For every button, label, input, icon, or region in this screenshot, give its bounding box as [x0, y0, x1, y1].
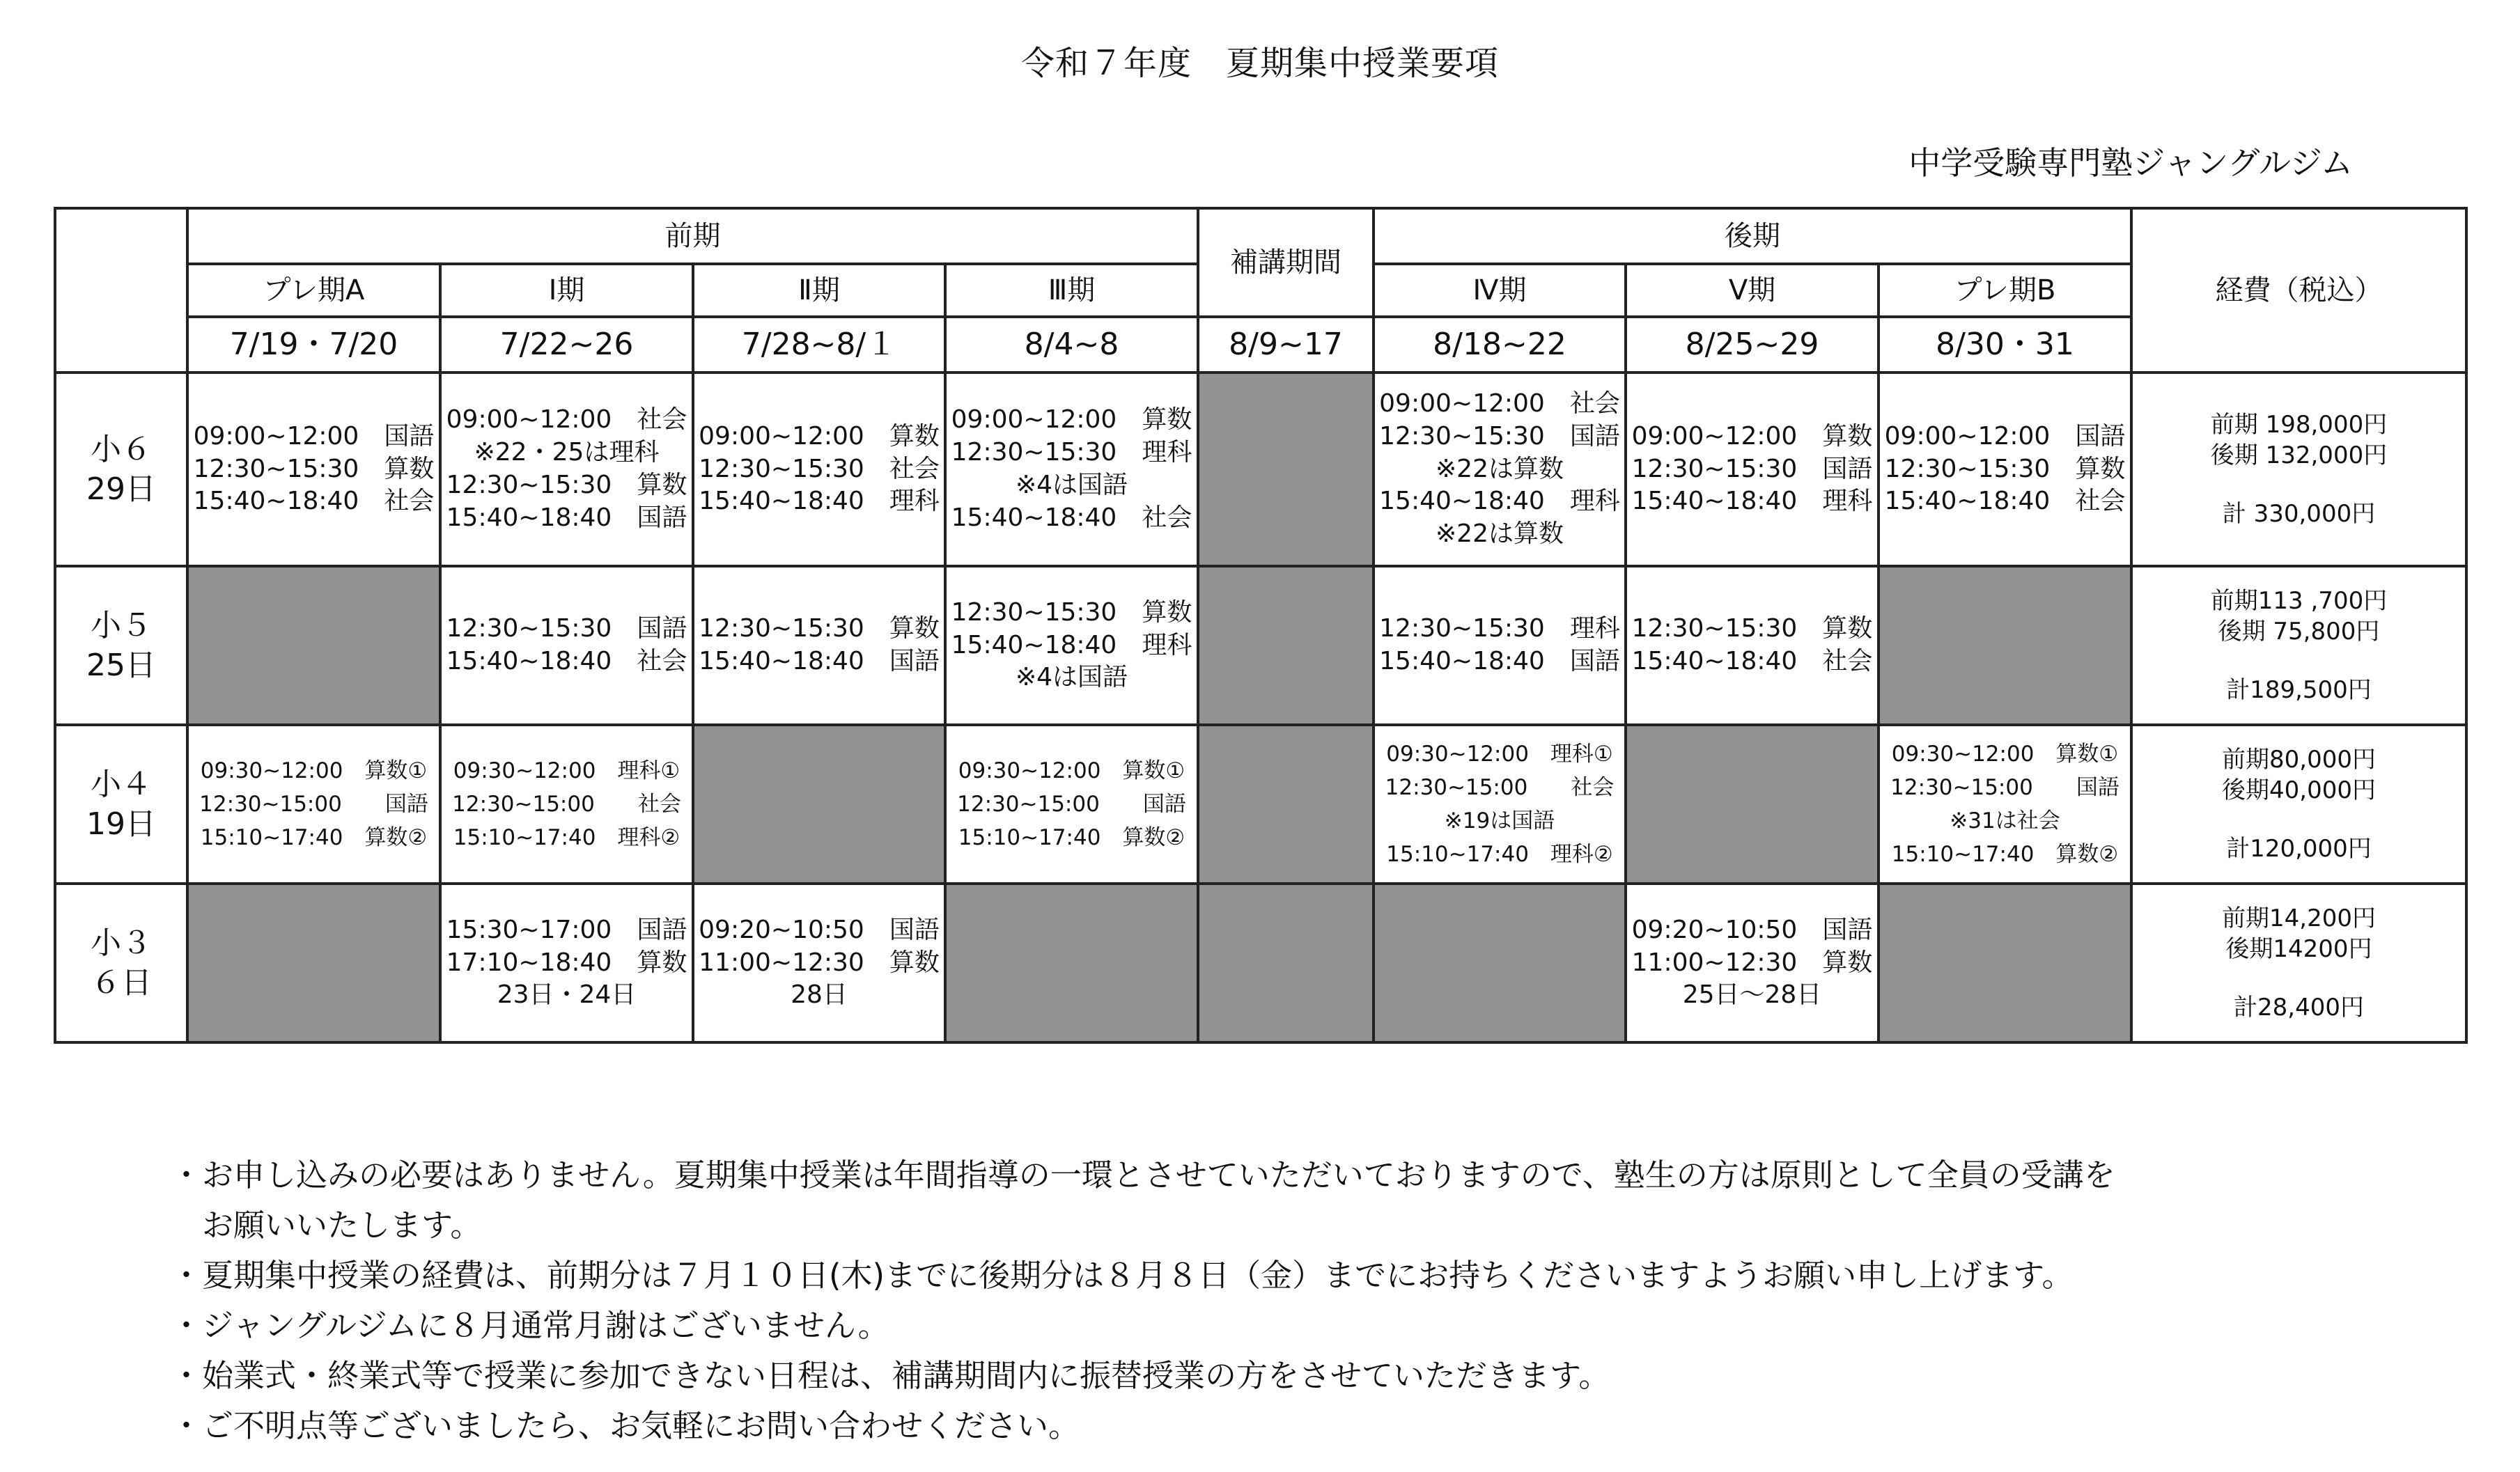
- no-class-cell: [945, 884, 1198, 1042]
- schedule-line: 12:30~15:30 国語: [446, 614, 687, 643]
- no-class-cell: [1626, 725, 1879, 884]
- schedule-line: 11:00~12:30 算数: [699, 948, 940, 977]
- schedule-cell: [1626, 884, 1879, 1042]
- schedule-cell: [1879, 373, 2131, 566]
- schedule-line: 15:40~18:40 理科: [699, 487, 940, 516]
- schedule-line: 12:30~15:30 算数: [446, 471, 687, 499]
- note-line: ・ジャングルジムに８月通常月謝はございません。: [171, 1307, 889, 1344]
- schedule-line: 11:00~12:30 算数: [1631, 948, 1873, 977]
- schedule-line: 09:30~12:00 算数①: [1891, 741, 2119, 767]
- schedule-cell: [440, 725, 693, 884]
- schedule-cell: [1374, 373, 1626, 566]
- period-name: Ⅴ期: [1626, 264, 1879, 317]
- schedule-line: 09:00~12:00 社会: [446, 405, 687, 434]
- no-class-cell: [1198, 566, 1374, 725]
- schedule-line: 12:30~15:30 国語: [1379, 421, 1620, 451]
- schedule-cell: [187, 725, 440, 884]
- page-title: 令和７年度 夏期集中授業要項: [1020, 44, 1499, 83]
- schedule-line: 12:30~15:00 国語: [1890, 774, 2120, 800]
- period-name: Ⅰ期: [440, 264, 693, 317]
- schedule-table: [54, 207, 2468, 1044]
- fee-header: 経費（税込）: [2131, 208, 2466, 373]
- schedule-line: 12:30~15:00 国語: [957, 791, 1186, 817]
- schedule-line: 15:10~17:40 算数②: [958, 825, 1185, 851]
- period-dates: 8/30・31: [1879, 317, 2131, 373]
- period-dates: 8/25~29: [1626, 317, 1879, 373]
- grade-name: 小５: [91, 607, 152, 643]
- schedule-line: 09:00~12:00 算数: [951, 405, 1192, 434]
- schedule-line: 09:20~10:50 国語: [699, 915, 940, 944]
- schedule-line: 09:30~12:00 算数①: [958, 758, 1185, 783]
- period-dates: 7/22~26: [440, 317, 693, 373]
- grade-days: 29日: [86, 471, 156, 507]
- schedule-cell: [693, 373, 945, 566]
- organization-name: 中学受験専門塾ジャングルジム: [1908, 144, 2353, 182]
- schedule-line: 12:30~15:30 算数: [1884, 454, 2126, 483]
- koki-header: 後期: [1374, 208, 2131, 264]
- schedule-cell: [1626, 373, 1879, 566]
- period-name: プレ期B: [1879, 264, 2131, 317]
- grade-days: 25日: [86, 648, 156, 683]
- schedule-line: 15:10~17:40 算数②: [200, 825, 428, 851]
- grade-row: [55, 566, 2466, 725]
- grade-name: 小３: [91, 925, 152, 961]
- schedule-line: ※22・25は理科: [474, 438, 660, 467]
- fee-line: 後期 132,000円: [2210, 441, 2388, 469]
- schedule-line: 12:30~15:30 社会: [699, 454, 940, 483]
- grade-name: 小４: [91, 766, 152, 802]
- schedule-cell: [440, 884, 693, 1042]
- hoko-header: 補講期間: [1198, 208, 1374, 317]
- fee-line: [2133, 647, 2465, 675]
- schedule-line: 12:30~15:30 算数: [1631, 614, 1873, 643]
- schedule-line: 15:10~17:40 算数②: [1891, 842, 2119, 868]
- schedule-cell: [440, 373, 693, 566]
- schedule-line: 12:30~15:30 算数: [951, 597, 1192, 627]
- fee-line: 前期 198,000円: [2210, 410, 2388, 439]
- period-dates: 8/18~22: [1374, 317, 1626, 373]
- fee-line: [2133, 964, 2465, 992]
- fee-line: 計 330,000円: [2222, 500, 2376, 528]
- note-line: ・ご不明点等ございましたら、お気軽にお問い合わせください。: [171, 1407, 1080, 1444]
- schedule-line: 09:30~12:00 算数①: [200, 758, 428, 783]
- schedule-line: 28日: [791, 980, 848, 1010]
- fee-cell: [2131, 884, 2466, 1042]
- fee-cell: [2131, 566, 2466, 725]
- period-dates: 8/4~8: [945, 317, 1198, 373]
- schedule-line: 15:40~18:40 理科: [1379, 487, 1620, 516]
- schedule-cell: [693, 566, 945, 725]
- fee-line: [2133, 471, 2465, 499]
- period-name: プレ期A: [187, 264, 440, 317]
- no-class-cell: [1879, 884, 2131, 1042]
- schedule-cell: [1879, 725, 2131, 884]
- no-class-cell: [1374, 884, 1626, 1042]
- period-name: Ⅲ期: [945, 264, 1198, 317]
- grade-row: [55, 725, 2466, 884]
- schedule-line: 17:10~18:40 算数: [446, 948, 687, 977]
- schedule-cell: [1374, 725, 1626, 884]
- schedule-line: ※19は国語: [1444, 808, 1555, 833]
- no-class-cell: [187, 884, 440, 1042]
- schedule-line: 12:30~15:00 社会: [1385, 774, 1615, 800]
- no-class-cell: [187, 566, 440, 725]
- schedule-cell: [187, 373, 440, 566]
- schedule-cell: [440, 566, 693, 725]
- grade-label: [55, 566, 187, 725]
- schedule-line: ※4は国語: [1015, 471, 1128, 499]
- fee-line: 計189,500円: [2226, 676, 2372, 705]
- schedule-line: ※22は算数: [1436, 454, 1564, 483]
- no-class-cell: [1879, 566, 2131, 725]
- schedule-line: 09:00~12:00 国語: [1884, 421, 2126, 451]
- fee-line: 後期14200円: [2225, 934, 2372, 963]
- schedule-cell: [945, 373, 1198, 566]
- schedule-line: ※22は算数: [1436, 519, 1564, 549]
- schedule-line: 09:00~12:00 社会: [1379, 389, 1620, 418]
- schedule-line: 12:30~15:30 国語: [1631, 454, 1873, 483]
- period-dates: 8/9~17: [1198, 317, 1374, 373]
- schedule-line: 15:40~18:40 国語: [446, 503, 687, 532]
- no-class-cell: [1198, 884, 1374, 1042]
- grade-days: 19日: [86, 806, 156, 842]
- schedule-cell: [945, 725, 1198, 884]
- schedule-line: 09:00~12:00 算数: [699, 421, 940, 451]
- fee-line: 計28,400円: [2234, 994, 2364, 1022]
- schedule-line: 12:30~15:00 国語: [199, 791, 428, 817]
- schedule-line: 12:30~15:30 理科: [951, 438, 1192, 467]
- schedule-line: 12:30~15:30 算数: [193, 454, 435, 483]
- fee-line: 前期80,000円: [2222, 745, 2376, 774]
- grade-name: 小６: [91, 431, 152, 467]
- schedule-cell: [693, 884, 945, 1042]
- corner-cell: [55, 208, 187, 373]
- fee-line: 後期 75,800円: [2218, 617, 2380, 645]
- schedule-cell: [1626, 566, 1879, 725]
- schedule-line: 25日〜28日: [1682, 980, 1822, 1010]
- schedule-line: 15:40~18:40 社会: [1884, 487, 2126, 516]
- fee-line: 計120,000円: [2226, 835, 2372, 863]
- grade-label: [55, 373, 187, 566]
- period-dates: 7/19・7/20: [187, 317, 440, 373]
- schedule-cell: [1374, 566, 1626, 725]
- note-line: ・夏期集中授業の経費は、前期分は７月１０日(木)までに後期分は８月８日（金）までにお持ちくださいますようお願い申し上げます。: [171, 1257, 2074, 1294]
- grade-label: [55, 725, 187, 884]
- schedule-cell: [945, 566, 1198, 725]
- fee-cell: [2131, 373, 2466, 566]
- schedule-line: 09:30~12:00 理科①: [1386, 741, 1613, 767]
- zenki-header: 前期: [187, 208, 1198, 264]
- grade-row: [55, 884, 2466, 1042]
- schedule-line: 15:40~18:40 社会: [1631, 647, 1873, 675]
- schedule-line: 09:30~12:00 理科①: [453, 758, 680, 783]
- fee-line: 後期40,000円: [2222, 776, 2376, 804]
- period-name: Ⅳ期: [1374, 264, 1626, 317]
- schedule-line: 09:00~12:00 国語: [193, 421, 435, 451]
- schedule-line: 15:40~18:40 理科: [951, 630, 1192, 659]
- schedule-line: 15:10~17:40 理科②: [1386, 842, 1613, 868]
- no-class-cell: [1198, 725, 1374, 884]
- note-line: ・お申し込みの必要はありません。夏期集中授業は年間指導の一環とさせていただいておりますので、塾生の方は原則として全員の受講を: [171, 1157, 2115, 1193]
- schedule-line: 09:00~12:00 算数: [1631, 421, 1873, 451]
- schedule-line: 15:40~18:40 理科: [1631, 487, 1873, 516]
- no-class-cell: [693, 725, 945, 884]
- note-line: ・始業式・終業式等で授業に参加できない日程は、補講期間内に振替授業の方をさせていただきます。: [171, 1357, 1610, 1394]
- note-line: お願いいたします。: [171, 1207, 482, 1244]
- schedule-line: 23日・24日: [497, 980, 637, 1010]
- period-name: Ⅱ期: [693, 264, 945, 317]
- schedule-line: 15:30~17:00 国語: [446, 915, 687, 944]
- notes-list: [171, 1150, 2115, 1451]
- fee-line: [2133, 806, 2465, 833]
- fee-line: 前期14,200円: [2222, 904, 2376, 932]
- grade-row: [55, 373, 2466, 566]
- period-dates: 7/28~8/１: [693, 317, 945, 373]
- fee-line: 前期113 ,700円: [2210, 586, 2388, 615]
- schedule-line: 15:40~18:40 国語: [699, 647, 940, 675]
- schedule-line: ※4は国語: [1015, 663, 1128, 692]
- no-class-cell: [1198, 373, 1374, 566]
- schedule-line: 09:20~10:50 国語: [1631, 915, 1873, 944]
- schedule-line: 12:30~15:30 理科: [1379, 614, 1620, 643]
- schedule-line: 15:40~18:40 社会: [951, 503, 1192, 532]
- schedule-line: 12:30~15:00 社会: [452, 791, 681, 817]
- grade-days: ６日: [91, 965, 152, 1001]
- fee-cell: [2131, 725, 2466, 884]
- schedule-line: ※31は社会: [1950, 808, 2060, 833]
- grade-label: [55, 884, 187, 1042]
- schedule-line: 15:40~18:40 社会: [446, 647, 687, 675]
- schedule-line: 15:10~17:40 理科②: [453, 825, 680, 851]
- schedule-line: 15:40~18:40 国語: [1379, 647, 1620, 675]
- schedule-line: 12:30~15:30 算数: [699, 614, 940, 643]
- schedule-line: 15:40~18:40 社会: [193, 487, 435, 516]
